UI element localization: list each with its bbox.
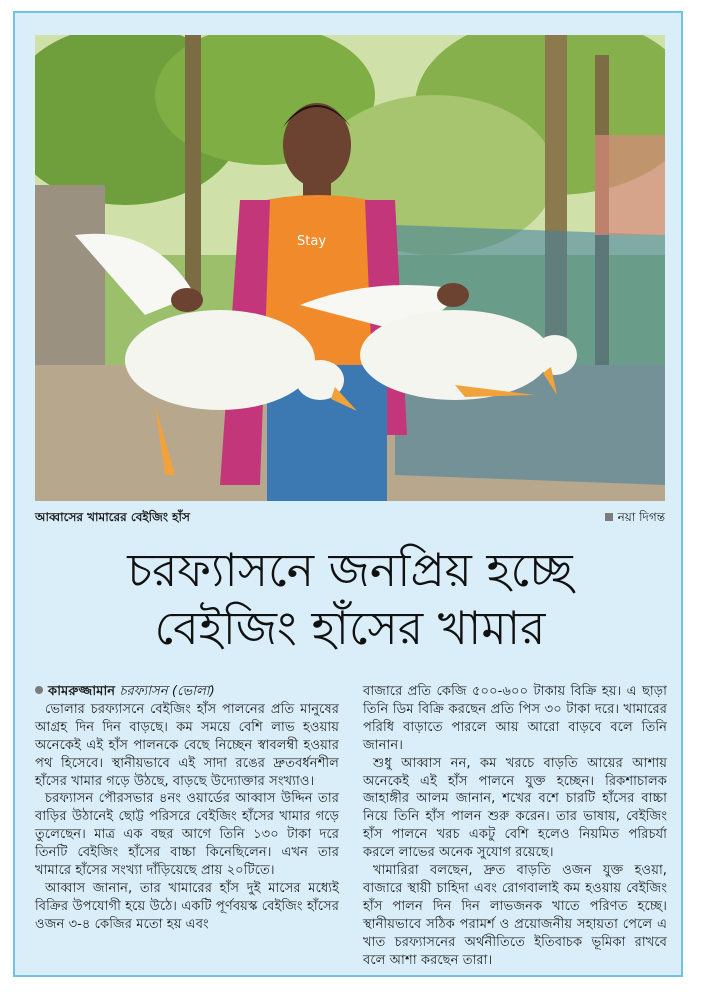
article-photo xyxy=(35,35,665,501)
byline-place: চরফ্যাসন (ভোলা) xyxy=(119,684,215,699)
paragraph-4: বাজারে প্রতি কেজি ৫০০-৬০০ টাকায় বিক্রি হয়। এ ছাড়া তিনি ডিম বিক্রি করছেন প্রতি পিস ৩০ টাকা দরে। খামারের পরিধি বাড়াতে পারলে আয় আরো বাড়বে বলে তিনি জানান। xyxy=(363,684,667,753)
shirt-print: Stay xyxy=(297,234,327,249)
body-column-2 xyxy=(363,683,667,970)
square-bullet-icon xyxy=(605,513,613,521)
paragraph-5: শুধু আব্বাস নন, কম খরচে বাড়তি আয়ের আশায় অনেকেই এই হাঁস পালনে যুক্ত হচ্ছেন। রিকশাচালক জাহাঙ্গীর আলম জানান, শখের বশে চারটি হাঁসের বাচ্চা নিয়ে তিনি হাঁস পালন শুরু করেন। তার ভাষায়, বেইজিং হাঁস পালনে খরচ একটু বেশি হলেও নিয়মিত পরিচর্যা করলে লাভের অনেক সুযোগ রয়েছে। xyxy=(363,755,667,861)
photo-caption: আব্বাসের খামারের বেইজিং হাঁস xyxy=(35,510,190,524)
headline xyxy=(35,541,665,657)
source-label: নয়া দিগন্ত xyxy=(617,510,665,524)
photo-source xyxy=(605,509,665,529)
paragraph-6: খামারিরা বলছেন, দ্রুত বাড়তি ওজন যুক্ত হওয়া, বাজারে স্থায়ী চাহিদা এবং রোগবালাই কম হওয়ায় বেইজিং হাঁস পালন দিন দিন লাভজনক খাতে পরিণত হচ্ছে। স্থানীয়ভাবে সঠিক পরামর্শ ও প্রয়োজনীয় সহায়তা পেলে এ খাত চরফ্যাসনের অর্থনীতিতে ইতিবাচক ভূমিকা রাখবে বলে আশা করছেন তারা। xyxy=(363,863,667,968)
byline-name: কামরুজ্জামান xyxy=(48,684,116,699)
byline xyxy=(35,683,339,701)
headline-line-2: বেইজিং হাঁসের খামার xyxy=(154,601,546,655)
paragraph-1: ভোলার চরফ্যাসনে বেইজিং হাঁস পালনের প্রতি মানুষের আগ্রহ দিন দিন বাড়ছে। কম সময়ে বেশি লাভ হওয়ায় অনেকেই এই হাঁস পালনকে বেছে নিচ্ছেন স্বাবলম্বী হওয়ার পথ হিসেবে। স্থানীয়ভাবে এই সাদা রঙের দ্রুতবর্ধনশীল হাঁসের খামার গড়ে উঠছে, বাড়ছে উদ্যোক্তার সংখ্যাও। xyxy=(35,701,339,789)
body-column-1 xyxy=(35,683,339,934)
paragraph-2: চরফ্যাসন পৌরসভার ৪নং ওয়ার্ডের আব্বাস উদ্দিন তার বাড়ির উঠানেই ছোট্ট পরিসরে বেইজিং হাঁসের খামার গড়ে তুলেছেন। মাত্র এক বছর আগে তিনি ১৩০ টাকা দরে তিনটি বেইজিং হাঁসের বাচ্চা কিনেছিলেন। এখন তার খামারে হাঁসের সংখ্যা দাঁড়িয়েছে প্রায় ২০টিতে। xyxy=(35,791,339,879)
news-clipping xyxy=(13,11,683,977)
bullet-icon xyxy=(35,686,43,694)
paragraph-3: আব্বাস জানান, তার খামারের হাঁস দুই মাসের মধ্যেই বিক্রির উপযোগী হয়ে উঠে। একটি পূর্ণবয়স্ক বেইজিং হাঁসের ওজন ৩-৪ কেজির মতো হয় এবং xyxy=(35,880,339,932)
photo-man-holding-ducks xyxy=(35,35,665,501)
headline-line-1: চরফ্যাসনে জনপ্রিয় হচ্ছে xyxy=(127,543,573,597)
photo-caption-row xyxy=(35,505,665,529)
